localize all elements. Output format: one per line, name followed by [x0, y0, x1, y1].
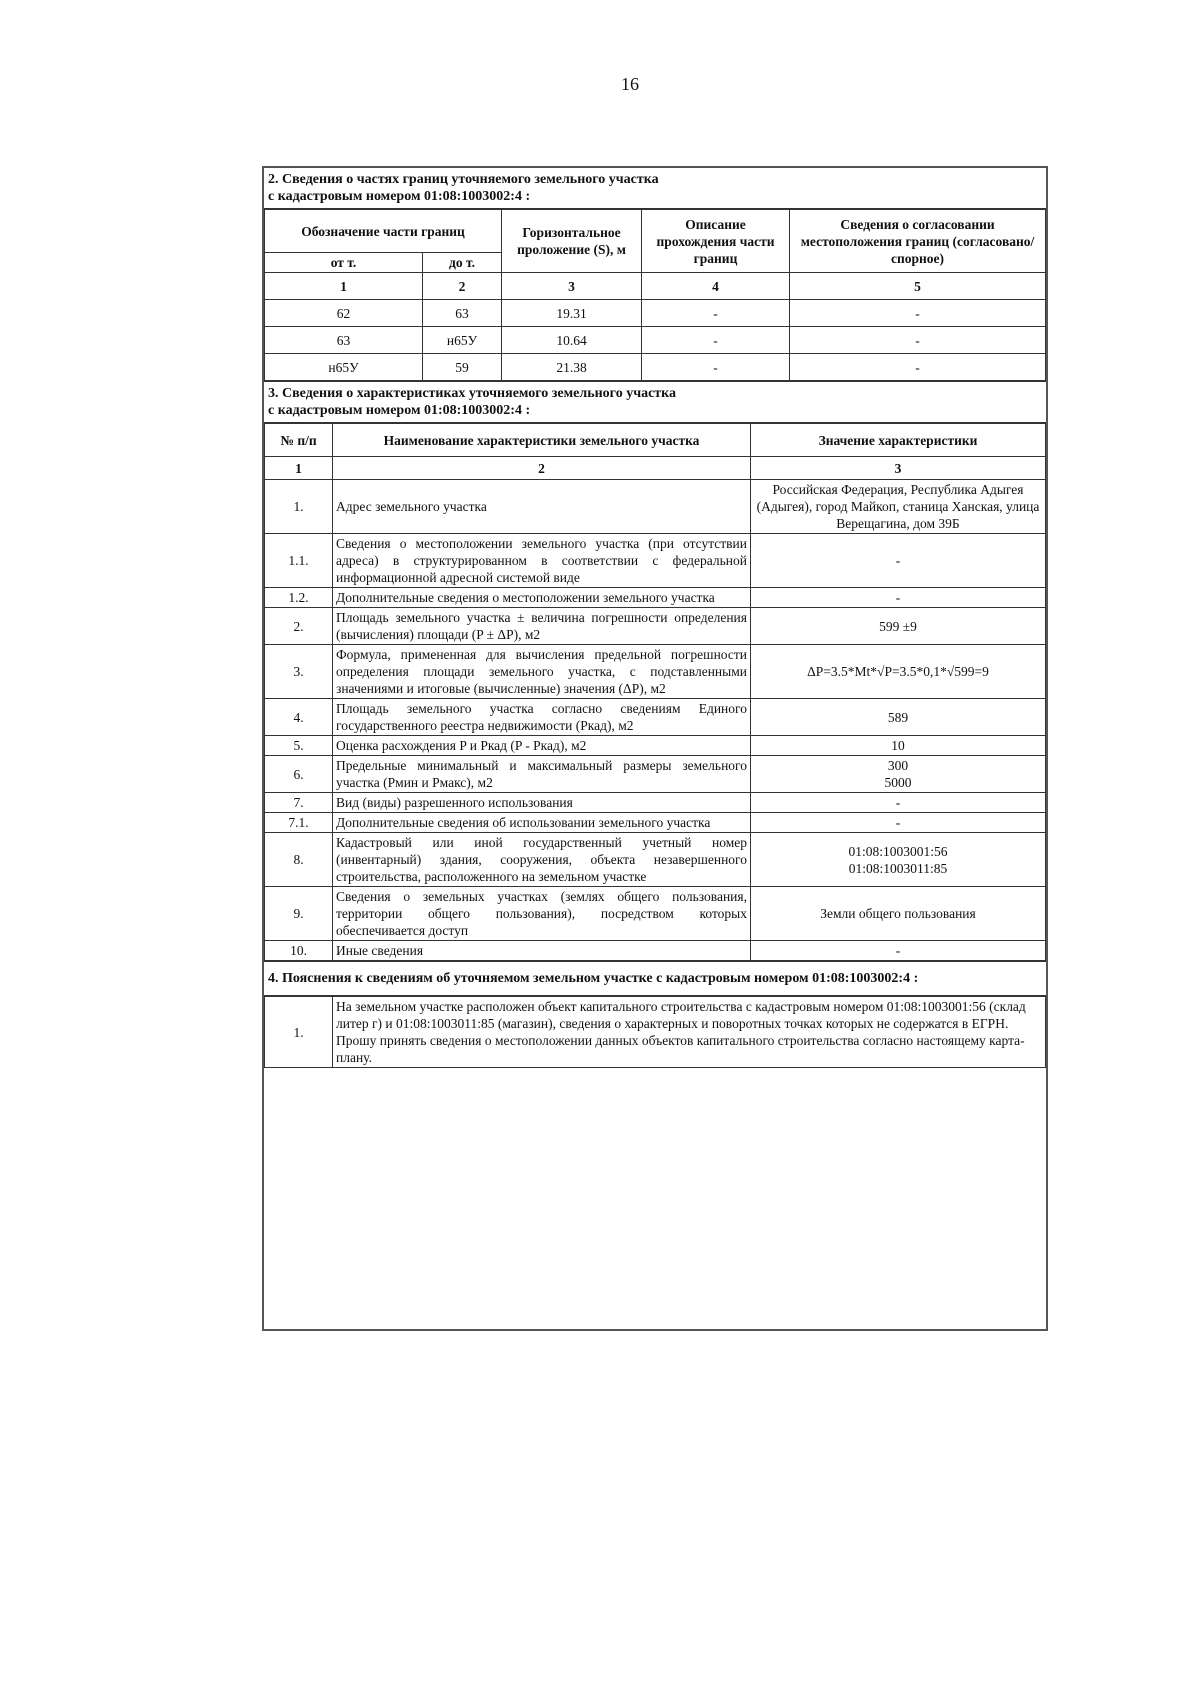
cell-from: 63 [265, 327, 423, 354]
row-num: 1. [265, 997, 333, 1068]
value-line: 01:08:1003011:85 [848, 860, 948, 876]
row-num: 1.2. [265, 588, 333, 608]
row-value: ΔP=3.5*Mt*√P=3.5*0,1*√599=9 [751, 645, 1046, 699]
header-boundary-parts: Обозначение части границ [265, 210, 502, 253]
section2-title-line1: 2. Сведения о частях границ уточняемого земельного участка [268, 172, 659, 187]
row-value: - [751, 793, 1046, 813]
section3-title-line2: с кадастровым номером 01:08:1003002:4 : [268, 403, 531, 418]
value-line: 01:08:1003001:56 [848, 843, 948, 859]
row-num: 5. [265, 736, 333, 756]
table-row [265, 997, 1046, 1068]
table-row [265, 480, 1046, 534]
header-to: до т. [423, 253, 502, 273]
col-number: 1 [265, 457, 333, 480]
table-row [265, 813, 1046, 833]
row-num: 1.1. [265, 534, 333, 588]
col-number: 2 [423, 273, 502, 300]
row-num: 10. [265, 941, 333, 961]
value-line: 300 [887, 758, 909, 773]
row-name: Дополнительные сведения о местоположении земельного участка [333, 588, 751, 608]
document-frame [262, 166, 1048, 1331]
col-number: 4 [642, 273, 790, 300]
row-value: Российская Федерация, Республика Адыгея (Адыгея), город Майкоп, станица Ханская, улица Верещагина, дом 39Б [751, 480, 1046, 534]
row-num: 8. [265, 833, 333, 887]
table-row [265, 534, 1046, 588]
row-num: 4. [265, 699, 333, 736]
row-value: Земли общего пользования [751, 887, 1046, 941]
col-number: 5 [790, 273, 1046, 300]
row-value [751, 833, 1046, 887]
table-row [265, 887, 1046, 941]
row-num: 3. [265, 645, 333, 699]
table-row [265, 756, 1046, 793]
cell-desc: - [642, 300, 790, 327]
row-name: Предельные минимальный и максимальный размеры земельного участка (Рмин и Рмакс), м2 [333, 756, 751, 793]
row-name: Вид (виды) разрешенного использования [333, 793, 751, 813]
cell-s: 10.64 [502, 327, 642, 354]
col-number: 3 [751, 457, 1046, 480]
row-name: Адрес земельного участка [333, 480, 751, 534]
row-value: 589 [751, 699, 1046, 736]
cell-to: 63 [423, 300, 502, 327]
header-description: Описание прохождения части границ [642, 210, 790, 273]
characteristics-table [264, 423, 1046, 961]
table-row [265, 793, 1046, 813]
row-num: 9. [265, 887, 333, 941]
row-num: 1. [265, 480, 333, 534]
table-row [265, 645, 1046, 699]
table-row [265, 941, 1046, 961]
row-value: 599 ±9 [751, 608, 1046, 645]
row-text: На земельном участке расположен объект капитального строительства с кадастровым номером 01:08:1003001:56 (склад литер г) и 01:08:1003011:85 (магазин), сведения о характерных и поворотных точках которых не содержатся в ЕГРН. Прошу принять сведения о местоположении данных объектов капитального строительства согласно настоящему карта-плану. [333, 997, 1046, 1068]
row-name: Сведения о земельных участках (землях общего пользования, территории общего пользования), посредством которых обеспечивается доступ [333, 887, 751, 941]
row-num: 6. [265, 756, 333, 793]
header-value: Значение характеристики [751, 424, 1046, 457]
header-horizontal: Горизонтальное проложение (S), м [502, 210, 642, 273]
table-row [265, 736, 1046, 756]
table-row [265, 354, 1046, 381]
cell-s: 21.38 [502, 354, 642, 381]
table-row [265, 608, 1046, 645]
col-number: 1 [265, 273, 423, 300]
table-row [265, 588, 1046, 608]
col-number: 3 [502, 273, 642, 300]
page-number: 16 [621, 74, 639, 94]
cell-desc: - [642, 327, 790, 354]
value-line: 5000 [884, 775, 912, 790]
explanations-table [264, 996, 1046, 1068]
row-num: 2. [265, 608, 333, 645]
row-name: Площадь земельного участка согласно сведениям Единого государственного реестра недвижимости (Ркад), м2 [333, 699, 751, 736]
row-name: Оценка расхождения P и Ркад (P - Ркад), м2 [333, 736, 751, 756]
empty-area [264, 1068, 1046, 1168]
row-value: - [751, 813, 1046, 833]
table-row [265, 300, 1046, 327]
section2-title [264, 168, 1046, 209]
col-number: 2 [333, 457, 751, 480]
header-num: № п/п [265, 424, 333, 457]
header-name: Наименование характеристики земельного участка [333, 424, 751, 457]
cell-to: 59 [423, 354, 502, 381]
cell-from: н65У [265, 354, 423, 381]
row-name: Иные сведения [333, 941, 751, 961]
cell-agreement: - [790, 300, 1046, 327]
cell-from: 62 [265, 300, 423, 327]
row-name: Сведения о местоположении земельного участка (при отсутствии адреса) в структурированном в соответствии с федеральной информационной адресной системой виде [333, 534, 751, 588]
row-value [751, 756, 1046, 793]
row-value: - [751, 534, 1046, 588]
header-agreement: Сведения о согласовании местоположения границ (согласовано/спорное) [790, 210, 1046, 273]
section4-title: 4. Пояснения к сведениям об уточняемом земельном участке с кадастровым номером 01:08:1003002:4 : [264, 961, 1046, 996]
section3-title [264, 381, 1046, 423]
boundary-parts-table [264, 209, 1046, 381]
table-row [265, 833, 1046, 887]
row-name: Кадастровый или иной государственный учетный номер (инвентарный) здания, сооружения, объекта незавершенного строительства, расположенного на земельном участке [333, 833, 751, 887]
table-row [265, 327, 1046, 354]
row-name: Формула, примененная для вычисления предельной погрешности определения площади земельного участка, с подставленными значениями и итоговые (вычисленные) значения (ΔP), м2 [333, 645, 751, 699]
header-from: от т. [265, 253, 423, 273]
cell-desc: - [642, 354, 790, 381]
row-value: - [751, 588, 1046, 608]
cell-s: 19.31 [502, 300, 642, 327]
row-value: - [751, 941, 1046, 961]
section2-title-line2: с кадастровым номером 01:08:1003002:4 : [268, 189, 531, 204]
cell-agreement: - [790, 327, 1046, 354]
row-num: 7. [265, 793, 333, 813]
row-name: Площадь земельного участка ± величина погрешности определения (вычисления) площади (P ± ΔP), м2 [333, 608, 751, 645]
cell-agreement: - [790, 354, 1046, 381]
section3-title-line1: 3. Сведения о характеристиках уточняемого земельного участка [268, 386, 677, 401]
cell-to: н65У [423, 327, 502, 354]
row-num: 7.1. [265, 813, 333, 833]
row-name: Дополнительные сведения об использовании земельного участка [333, 813, 751, 833]
row-value: 10 [751, 736, 1046, 756]
table-row [265, 699, 1046, 736]
